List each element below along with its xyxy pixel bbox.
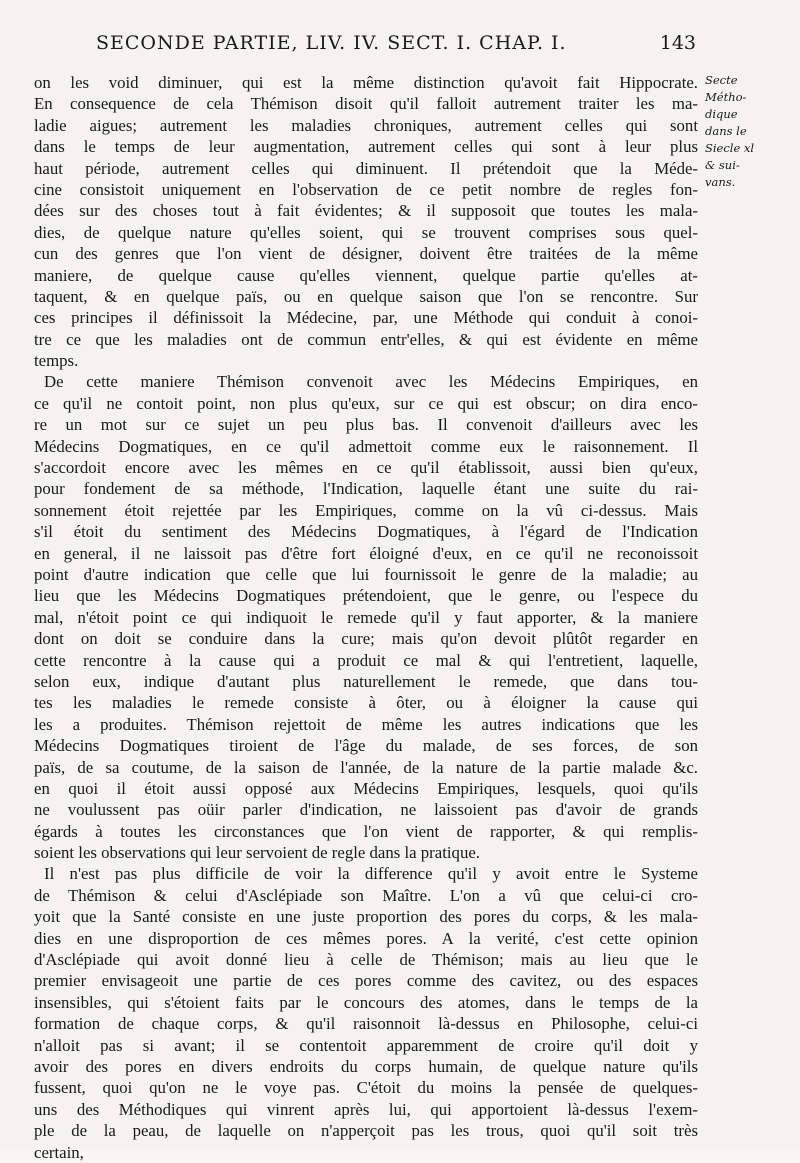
text-line: sonnement étoit rejettée par les Empiriques, comme on la vû ci-dessus. Mais: [34, 500, 698, 520]
text-line: dées sur des choses tout à fait évidentes; & il supposoit que toutes les mala-: [34, 201, 698, 221]
text-line: pour fondement de sa méthode, l'Indication, laquelle étant une suite du rai-: [34, 479, 698, 499]
text-line: formation de chaque corps, & qu'il raisonnoit là-dessus en Philosophe, celui-ci: [34, 1014, 698, 1034]
text-line: maniere, de quelque cause qu'elles viennent, quelque partie qu'elles at-: [34, 265, 698, 285]
page-header: [96, 32, 696, 64]
text-line: cine consistoit uniquement en l'observation de ce petit nombre de regles fon-: [34, 179, 698, 199]
text-line: ce qu'il ne contoit point, non plus qu'eux, sur ce qui est obscur; on dira enco-: [34, 393, 698, 413]
margin-note: [705, 72, 777, 191]
text-line: uns des Méthodiques qui vinrent après lui, qui apportoient là-dessus l'exem-: [34, 1099, 698, 1119]
margin-note-line: & sui-: [705, 158, 740, 172]
text-line: soient les observations qui leur servoient de regle dans la pratique.: [34, 843, 480, 863]
text-line: mal, n'étoit point ce qui indiquoit le remede qu'il y faut apporter, & la maniere: [34, 607, 698, 627]
margin-note-line: dique: [705, 107, 738, 121]
text-line: ladie aigues; autrement les maladies chroniques, autrement celles qui sont: [34, 115, 698, 135]
text-line: lieu que les Médecins Dogmatiques prétendoient, que le genre, ou l'espece du: [34, 586, 698, 606]
text-line: païs, de sa coutume, de la saison de l'année, de la nature de la partie malade &c.: [34, 757, 698, 777]
text-line: selon eux, indique d'autant plus naturellement le remede, que dans tou-: [34, 671, 698, 691]
text-line: s'accordoit encore avec les mêmes en ce qu'il établissoit, aussi bien qu'eux,: [34, 458, 698, 478]
text-line: certain,: [34, 1142, 84, 1162]
text-line: tes les maladies le remede consiste à ôter, ou à éloigner la cause qui: [34, 693, 698, 713]
text-line: de Thémison & celui d'Asclépiade son Maître. L'on a vû que celui-ci cro-: [34, 885, 698, 905]
text-line: taquent, & en quelque païs, ou en quelque saison que l'on se rencontre. Sur: [34, 286, 698, 306]
text-line: en quoi il étoit aussi opposé aux Médecins Empiriques, lesquels, quoi qu'ils: [34, 778, 698, 798]
text-line: fussent, quoi qu'on ne le voye pas. C'étoit du moins la pensée de quelques-: [34, 1078, 698, 1098]
text-line: ple de la peau, de laquelle on n'apperçoit pas les trous, quoi qu'il soit très: [34, 1121, 698, 1141]
text-line: re un mot sur ce sujet un peu plus bas. Il convenoit d'ailleurs avec les: [34, 415, 698, 435]
text-line: premier envisageoit une partie de ces pores comme des cavitez, ou des espaces: [34, 971, 698, 991]
margin-note-line: vans.: [705, 175, 736, 189]
margin-note-line: Siecle xl: [705, 141, 755, 155]
text-line: dies en une disproportion de ces mêmes pores. A la verité, c'est cette opinion: [34, 928, 698, 948]
text-line: avoir des pores en divers endroits du corps humain, de quelque nature qu'ils: [34, 1056, 698, 1076]
margin-note-line: Secte: [705, 73, 738, 87]
text-line: cun des genres que l'on vient de désigner, doivent être traitées de la même: [34, 244, 698, 264]
text-line: Médecins Dogmatiques tiroient de l'âge du malade, de ses forces, de son: [34, 736, 698, 756]
text-line: dies, de quelque nature qu'elles soient, qui se trouvent comprises sous quel-: [34, 222, 698, 242]
text-line: De cette maniere Thémison convenoit avec les Médecins Empiriques, en: [44, 372, 698, 392]
text-line: insensibles, qui s'étoient faits par le concours des atomes, dans le temps de la: [34, 992, 698, 1012]
text-line: yoit que la Santé consiste en une juste proportion des pores du corps, & les mala-: [34, 907, 698, 927]
text-line: Médecins Dogmatiques, en ce qu'il admettoit comme eux le raisonnement. Il: [34, 436, 698, 456]
text-line: temps.: [34, 351, 79, 371]
text-line: dans le temps de leur augmentation, autrement celles qui sont à leur plus: [34, 137, 698, 157]
text-line: en general, il ne laissoit pas d'être fort éloigné d'eux, en ce qu'il ne reconoissoit: [34, 543, 698, 563]
text-line: d'Asclépiade qui avoit donné lieu à celle de Thémison; mais au lieu que le: [34, 950, 698, 970]
text-line: égards à toutes les circonstances que l'on vient de rapporter, & qui remplis-: [34, 821, 698, 841]
margin-note-line: Métho-: [705, 90, 747, 104]
text-line: les a produites. Thémison rejettoit de même les autres indications que les: [34, 714, 698, 734]
text-line: n'alloit pas si avant; il se contentoit apparemment de croire qu'il doit y: [34, 1035, 698, 1055]
body-text: [34, 72, 698, 1163]
text-line: dont on doit se conduire dans la cure; mais qu'on devoit plûtôt regarder en: [34, 629, 698, 649]
text-line: haut période, autrement celles qui diminuent. Il prétendoit que la Méde-: [34, 158, 698, 178]
text-line: ne voulussent pas oüir parler d'indication, ne laissoient pas d'avoir de grands: [34, 800, 698, 820]
margin-note-line: dans le: [705, 124, 747, 138]
text-line: ces principes il définissoit la Médecine, par, une Méthode qui conduit à conoi-: [34, 308, 698, 328]
text-line: tre ce que les maladies ont de commun entr'elles, & qui est évidente en même: [34, 329, 698, 349]
text-line: En consequence de cela Thémison disoit qu'il falloit autrement traiter les ma-: [34, 94, 698, 114]
text-line: s'il étoit du sentiment des Médecins Dogmatiques, à l'égard de l'Indication: [34, 522, 698, 542]
text-line: on les void diminuer, qui est la même distinction qu'avoit fait Hippocrate.: [34, 73, 698, 92]
text-line: point d'autre indication que celle que lui fournissoit le genre de la maladie; au: [34, 564, 698, 584]
text-line: cette rencontre à la cause qui a produit ce mal & qui l'entretient, laquelle,: [34, 650, 698, 670]
running-head: SECONDE PARTIE, LIV. IV. SECT. I. CHAP. I.: [96, 32, 567, 54]
text-line: Il n'est pas plus difficile de voir la difference qu'il y avoit entre le Systeme: [44, 864, 698, 884]
page-number: 143: [659, 32, 696, 54]
